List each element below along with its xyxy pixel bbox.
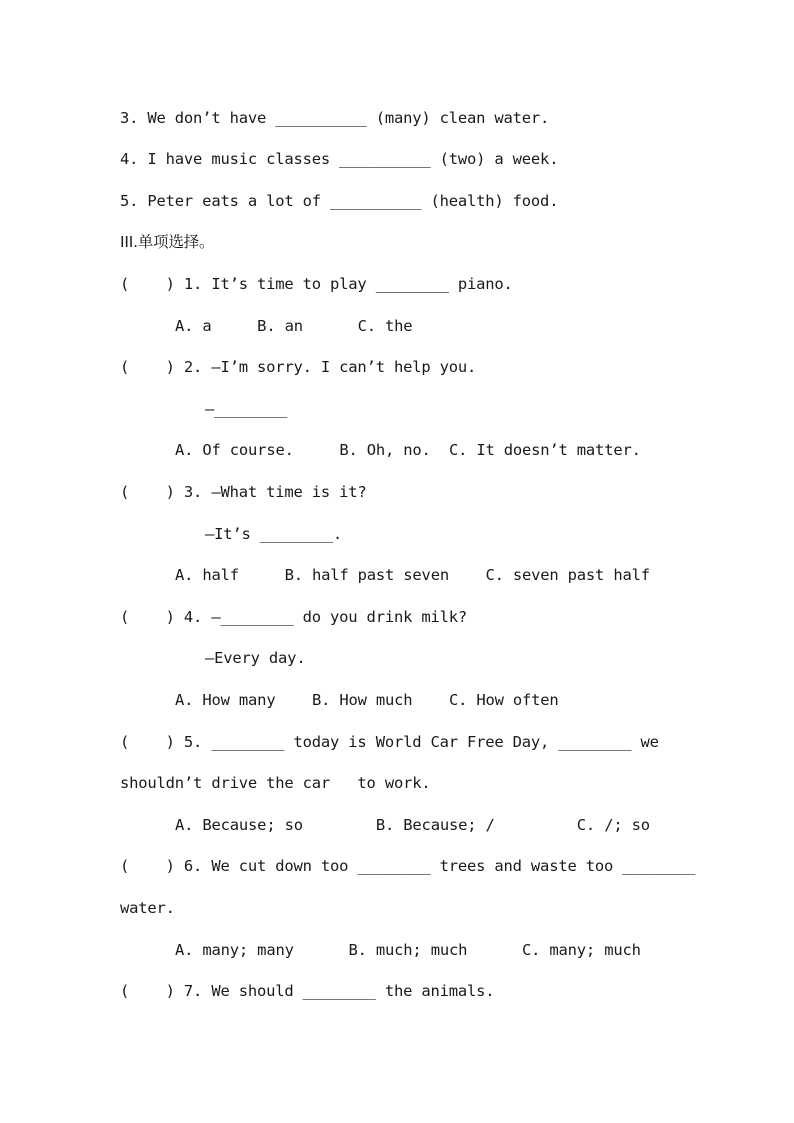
question-2-reply: —________ [205,400,288,418]
question-7-stem: ( ) 7. We should ________ the animals. [120,982,495,1000]
question-5-stem: ( ) 5. ________ today is World Car Free Day, ________ we [120,733,659,751]
question-2-options: A. Of course. B. Oh, no. C. It doesn’t matter. [175,441,641,459]
question-3-stem: ( ) 3. —What time is it? [120,483,367,501]
question-1-stem: ( ) 1. It’s time to play ________ piano. [120,275,513,293]
question-4-reply: —Every day. [205,649,306,667]
question-6-stem: ( ) 6. We cut down too ________ trees and waste too ________ [120,857,696,875]
fill-in-item-5: 5. Peter eats a lot of __________ (health) food. [120,192,559,210]
section-heading: III.单项选择。 [120,233,215,251]
question-5-options: A. Because; so B. Because; / C. /; so [175,816,650,834]
question-5-stem-continued: shouldn’t drive the car to work. [120,774,431,792]
fill-in-item-4: 4. I have music classes __________ (two) a week. [120,150,559,168]
question-4-stem: ( ) 4. —________ do you drink milk? [120,608,468,626]
question-1-options: A. a B. an C. the [175,317,413,335]
question-2-stem: ( ) 2. —I’m sorry. I can’t help you. [120,358,477,376]
question-3-options: A. half B. half past seven C. seven past half [175,566,650,584]
question-3-reply: —It’s ________. [205,525,342,543]
question-6-stem-continued: water. [120,899,175,917]
question-6-options: A. many; many B. much; much C. many; much [175,941,641,959]
fill-in-item-3: 3. We don’t have __________ (many) clean water. [120,109,550,127]
question-4-options: A. How many B. How much C. How often [175,691,559,709]
